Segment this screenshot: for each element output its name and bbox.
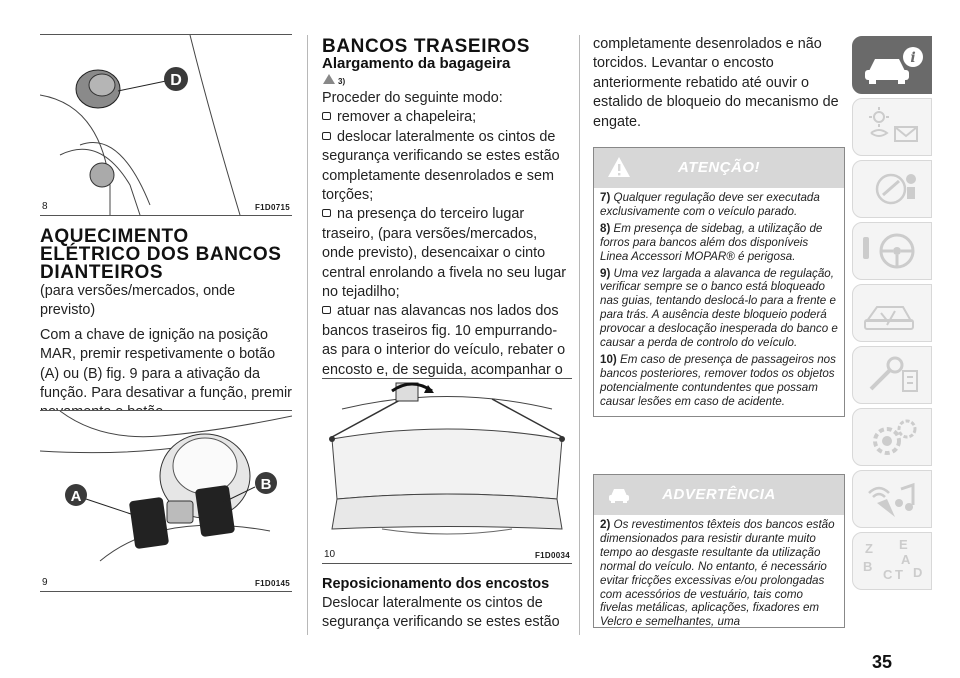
column-divider [307,35,308,635]
chapter-tabs [852,36,932,594]
tab-emergency[interactable] [852,284,932,342]
index-letter: T [895,567,903,582]
paragraph: (para versões/mercados, onde previsto) [40,283,236,319]
section-heading-rear-seats: BANCOS TRASEIROS [322,36,531,57]
paragraph: completamente desenrolados e não torcidos. Levantar o encosto anteriormente rebatido até ouvir o estalido de bloqueio do mecanismo de engate. [593,36,839,130]
item-text: Em caso de presença de passageiros nos bancos posteriores, remover todos os objetos potencialmente contundentes que possam causar lesões em caso de acidente. [600,352,836,408]
seat-heater-knob-illustration [40,35,292,215]
page-number: 35 [872,652,893,672]
wrench-maintenance-icon [861,353,925,399]
callout-b: B [260,476,272,493]
paragraph: Deslocar lateralmente os cintos de segurança verificando se estes estão [322,595,560,631]
warning-title: ATENÇÃO! [677,159,761,176]
figure-code: F1D0715 [254,203,290,212]
warning-triangle-icon [861,291,925,337]
steering-wheel-icon [861,229,925,275]
gears-technical-icon [861,415,925,461]
intro: Proceder do seguinte modo: [322,90,503,106]
list-item: deslocar lateralmente os cintos de segurança verificando se estes estão completamente desenrolados e sem torções; [322,128,572,206]
index-letter: B [863,559,873,574]
tab-maintenance[interactable] [852,346,932,404]
warning-item [600,191,838,219]
item-text: Os revestimentos têxteis dos bancos estão dimensionados para resistir durante muito tempo ao desgaste resultante da utilização normal do veículo. No entanto, é necessário evitar fricções excessivas e/ou prolongadas com acessórios de vestuário, tais como fivelas metálicas, aplicações, fixadores em Velcro e semelhantes, uma [600,518,835,627]
tab-technical-data[interactable] [852,408,932,466]
warning-ref-icon [322,72,336,90]
warning-box [593,147,845,417]
index-letter: E [899,539,908,552]
heated-seats-text [40,282,292,428]
item-number: 7) [600,191,611,204]
notice-body [594,515,844,627]
warning-header [594,148,844,188]
index-letter: Z [865,541,873,556]
notice-header [594,475,844,515]
svg-text:i: i [910,50,916,66]
airbag-safety-icon [861,167,925,213]
tab-knowing-your-car[interactable] [852,36,932,94]
warning-item [600,267,838,350]
index-letter: A [901,552,911,567]
paragraph: Com a chave de ignição na posição MAR, premir respetivamente o botão (A) ou (B) fig. 9 para a ativação da função. Para desativar a função, premir [40,326,292,402]
figure-number: 9 [42,577,48,588]
list-item: atuar nas alavancas nos lados dos bancos traseiros fig. 10 empurrando-as para o interior do veículo, rebater o encosto e, de seguida, acompanhar o [322,302,572,399]
list-item: remover a chapeleira; [322,108,572,127]
item-number: 9) [600,266,611,280]
tab-multimedia[interactable] [852,470,932,528]
list-item: na presença do terceiro lugar traseiro, (para versões/mercados, onde previsto), desencaixar o cinto central enrolando a fivela no seu lugar no tejadilho; [322,205,572,302]
dashboard-lights-icon [861,105,925,151]
backrest-repositioning-text [322,594,572,638]
figure-10 [322,378,572,564]
warning-body [594,188,844,416]
figure-code: F1D0145 [254,579,290,588]
item-text: Qualquer regulação deve ser executada exclusivamente com o veículo parado. [600,191,820,218]
warning-reference: 3) [338,77,346,86]
subheading-luggage-extension: Alargamento da bagageira [322,55,511,72]
index-letter: C [883,567,893,582]
tab-dashboard[interactable] [852,98,932,156]
backrest-continuation-text [593,35,843,137]
section-heading-heated-seats: AQUECIMENTO ELÉTRICO DOS BANCOS DIANTEIROS [40,226,282,283]
subheading-backrest-repositioning: Reposicionamento dos encostos [322,576,550,592]
luggage-extension-text [322,89,572,400]
column-divider [579,35,580,635]
item-text: Em presença de sidebag, a utilização de forros para bancos além dos disponíveis Linea Accessori MOPAR® é perigosa. [600,221,823,263]
heated-seat-buttons-illustration [40,411,292,591]
car-info-icon [861,43,925,89]
tab-index[interactable] [852,532,932,590]
figure-number: 10 [324,549,336,560]
rear-seat-folding-illustration [322,379,572,563]
tab-safety[interactable] [852,160,932,218]
multimedia-icon [861,477,925,523]
notice-item [600,518,838,627]
alphabetical-index-icon [861,539,925,585]
warning-item [600,353,838,409]
warning-item [600,222,838,264]
index-letter: D [913,565,923,580]
figure-number: 8 [42,201,48,212]
item-number: 2) [600,518,611,531]
callout-a: A [70,488,82,505]
figure-8 [40,34,292,216]
tab-starting-driving[interactable] [852,222,932,280]
callout-d: D [170,72,182,89]
item-number: 10) [600,352,617,366]
notice-box [593,474,845,628]
item-number: 8) [600,221,611,235]
item-text: Uma vez largada a alavanca de regulação, verificar sempre se o banco está bloqueado nas guias, tentando deslocá-lo para a frente e para trás. A ausência deste bloqueio poderá provocar a deslocação inesperada do banco e causar a perda de controlo do veículo. [600,266,838,350]
figure-9 [40,410,292,592]
figure-code: F1D0034 [534,551,570,560]
notice-title: ADVERTÊNCIA [662,486,776,503]
